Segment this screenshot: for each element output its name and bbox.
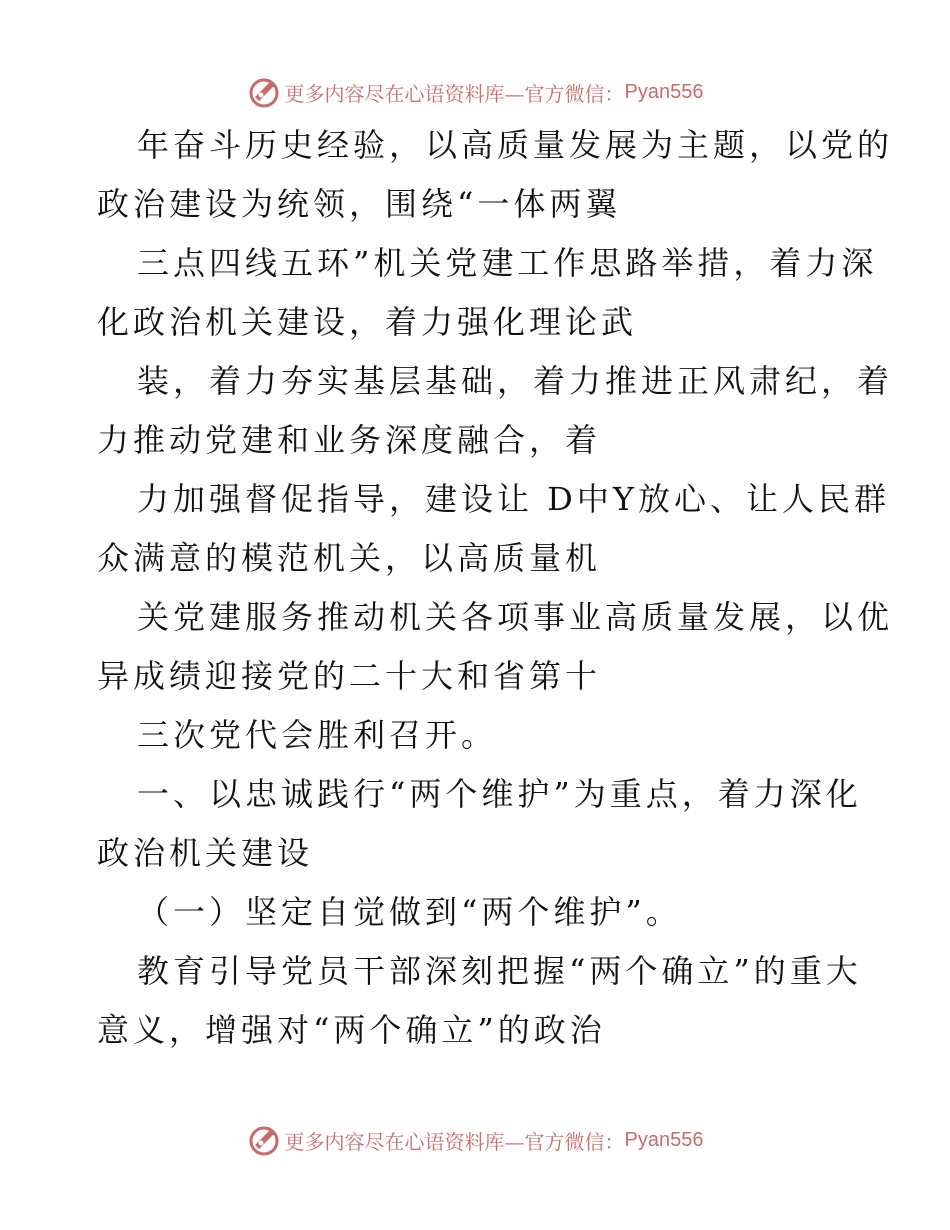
body-line: 意义，增强对“两个确立”的政治	[97, 1011, 606, 1049]
watermark-text: 更多内容尽在心语资料库—官方微信：	[284, 1129, 625, 1154]
body-line: 三点四线五环”机关党建工作思路举措，着力深	[137, 244, 878, 282]
body-line: 装，着力夯实基层基础，着力推进正风肃纪，着	[137, 362, 894, 400]
watermark-text: 更多内容尽在心语资料库—官方微信：	[284, 81, 625, 106]
body-line: 教育引导党员干部深刻把握“两个确立”的重大	[137, 952, 862, 990]
section-heading-continued: 政治机关建设	[97, 834, 314, 872]
document-body	[97, 116, 894, 1060]
header-watermark	[0, 72, 950, 112]
body-line: 众满意的模范机关，以高质量机	[97, 539, 602, 577]
footer-watermark	[0, 1120, 950, 1160]
body-line: 政治建设为统领，围绕“一体两翼	[97, 185, 622, 223]
body-line: 力加强督促指导，建设让 D中Y放心、让人民群	[137, 480, 890, 518]
body-line: 关党建服务推动机关各项事业高质量发展，以优	[137, 598, 894, 636]
watermark-wechat-id: Pyan556	[624, 1128, 704, 1151]
body-line: 年奋斗历史经验，以高质量发展为主题，以党的	[137, 126, 894, 164]
subsection-heading: （一）坚定自觉做到“两个维护”。	[137, 893, 682, 931]
body-line: 力推动党建和业务深度融合，着	[97, 421, 602, 459]
watermark-wechat-id: Pyan556	[624, 80, 704, 103]
body-line: 异成绩迎接党的二十大和省第十	[97, 657, 602, 695]
body-line: 三次党代会胜利召开。	[137, 716, 498, 754]
body-line: 化政治机关建设，着力强化理论武	[97, 303, 638, 341]
section-heading: 一、以忠诚践行“两个维护”为重点，着力深化	[137, 775, 862, 813]
pen-logo-icon	[247, 1123, 281, 1157]
pen-logo-icon	[247, 75, 281, 109]
